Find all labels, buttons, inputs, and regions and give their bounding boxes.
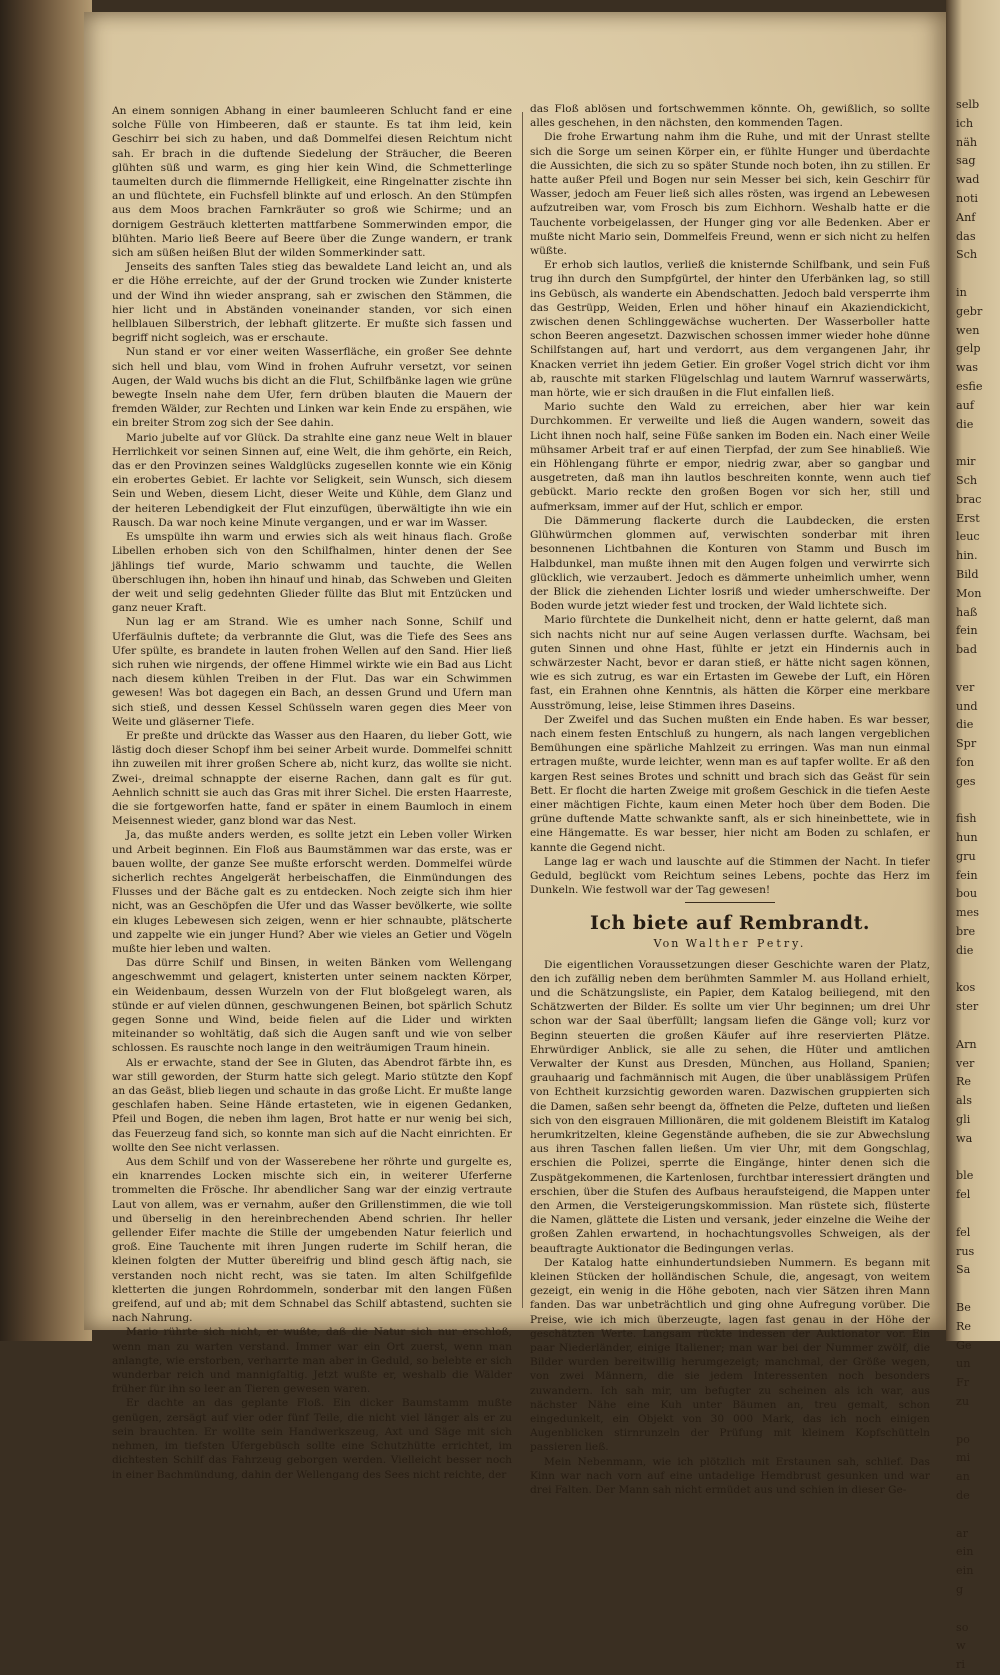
article-paragraph: Die eigentlichen Voraussetzungen dieser Geschichte waren der Platz, den ich zufällig neben dem berühmten Sammler M. aus Holland erhielt, und die Schätzungsliste, ein Papier, dem Katalog beiliegend, mit den Schätzwerten der Bilder. Es sollte um vier Uhr beginnen; um drei Uhr schon war der Saal überfüllt; langsam liefen die Gänge voll; kurz vor Beginn steuerten die großen Käufer auf ihre reservierten Plätze. Ehrwürdiger Anblick, sie alle zu sehen, die Hüter und amtlichen Verwalter der Kunst aus Dresden, München, aus Holland, Spanien; grauhaarig und fachmännisch mit Augen, die über unablässigem Prüfen von Echtheit kurzsichtig geworden waren. Dazwischen gruppierten sich die Damen, saßen sehr beengt da, öffneten die Pelze, dufteten und ließen sich von den eisgrauen Millionären, die mit goldenem Bleistift im Katalog herumkritzelten, kleine Gegenstände aufheben, die sie zur Abwechslung aus ihren Taschen fallen ließen. Um vier Uhr, mit dem Gongschlag, erschien die Polizei, sperrte die Eingänge, hinter denen sich die Zuspätgekommenen, die Kartenlosen, furchtbar interessiert drängten und erschien, über die Stufen des Aufbaus heraufsteigend, die Mappen unter den Armen, die Versteigerungskommission. Man rüstete sich, flüsterte die Namen, glättete die Listen und versank, jeder einzelne die Weihe der großen Zahlen erwartend, in hochachtungsvolles Schweigen, als der beauftragte Auktionator die Bedingungen verlas.: [530, 958, 930, 1255]
story-paragraph: Mario fürchtete die Dunkelheit nicht, denn er hatte gelernt, daß man sich nachts nicht nur auf seine Augen verlassen durfte. Wachsam, bei guten Sinnen und ohne Hast, fühlte er jetzt ein Hindernis auch in schwärzester Nacht, bevor er daran stieß, er hätte nicht sagen können, wie es sich zutrug, es war ein Ertasten im Gewebe der Luft, ein Hören fast, ein Erahnen ohne Kenntnis, als hätten die Körper eine merkbare Ausströmung, leise, leise Stimmen ihres Daseins.: [530, 614, 930, 712]
byline: [530, 937, 930, 951]
byline-prefix: Von: [653, 937, 681, 951]
story-paragraph: Es umspülte ihn warm und erwies sich als weit hinaus flach. Große Libellen erhoben sich von den Schilfhalmen, hinter denen der See jählings tief wurde, Mario schwamm und tauchte, die Wellen überschlugen ihn, hoben ihn hinauf und hinab, das Schweben und Gleiten der weit und selig gedehnten Glieder füllte das Blut mit Entzücken und ganz neuer Kraft.: [112, 531, 512, 615]
story-paragraph: Er dachte an das geplante Floß. Ein dicker Baumstamm mußte genügen, zersägt auf vier oder fünf Teile, die nicht viel länger als er zu sein brauchten. Er wollte sein Handwerkszeug, Axt und Säge mit sich nehmen, im tiefsten Ufergebüsch sollte eine Schutzhütte errichtet, im dichtesten Schilf das Fahrzeug geborgen werden. Vielleicht besser noch in einer Bachmündung, dahin der Wellengang des Sees nicht reichte, der: [112, 1397, 512, 1481]
story-paragraph: Mario jubelte auf vor Glück. Da strahlte eine ganz neue Welt in blauer Herrlichkeit vor seinen Sinnen auf, eine Welt, die ihm gehörte, ein Reich, das er den Provinzen seines Waldglücks zugesellen konnte wie ein König ein erobertes Gebiet. Er lachte vor Seligkeit, sein Wunsch, sich diesem Sein und Weben, diesem Licht, dieser Weite und Kühle, dem Glanz und der heiteren Lebendigkeit der Flut einzufügen, überwältigte ihn wie ein Rausch. Da war noch keine Minute vergangen, und er war im Wasser.: [112, 431, 512, 529]
article-paragraph: Der Katalog hatte einhundertundsieben Nummern. Es begann mit kleinen Stücken der holländischen Schule, die, angesagt, von weitem gezeigt, ein wenig in die Höhe geboten, nach vier Sätzen ihren Mann fanden. Das war unbeträchtlich und ging ohne Aufregung vorüber. Die Preise, wie ich mich überzeugte, lagen fast genau in der Höhe der geschätzten Werte. Langsam rückte indessen der Auktionator vor. Ein paar Niederländer, einige Italiener; man war bei der Nummer zwölf, die Bilder wurden bereitwillig herumgezeigt; manchmal, der Größe wegen, von zwei Männern, die sie jedem Interessenten noch besonders zuwandern. Ich sah mir, um befugter zu scheinen als ich war, aus nächster Nähe eine Kuh unter Bäumen an, treu gemalt, schon eingedunkelt, ein Objekt von 30 000 Mark, das ich noch einigen Augenblicken stirnrunzeln der Prüfung mit kleinem Kopfschütteln passieren ließ.: [530, 1256, 930, 1454]
story-paragraph: das Floß ablösen und fortschwemmen könnte. Oh, gewißlich, so sollte alles geschehen, in den nächsten, den kommenden Tagen.: [530, 103, 930, 130]
story-paragraph: Jenseits des sanften Tales stieg das bewaldete Land leicht an, und als er die Höhe erreichte, auf der der Grund trocken wie Zunder knisterte und der Wind ihn wieder ansprang, sah er zwischen den Stämmen, die hier licht und in Abständen voneinander standen, vor sich einen hellblauen Silberstrich, der lebhaft glitzerte. Er mußte sich fassen und begriff nicht sogleich, was er erschaute.: [112, 261, 512, 345]
story-paragraph: Aus dem Schilf und von der Wasserebene her röhrte und gurgelte es, ein knarrendes Locken mischte sich ein, in weiterer Uferferne trommelten die Frösche. Ihr abendlicher Sang war der einzig vertraute Laut von allem, was er vernahm, außer den Grillenstimmen, die wie toll und überselig in den hereinbrechenden Abend schrien. Ihr heller gellender Eifer machte die Stille der umgebenden Natur feierlich und groß. Eine Tauchente mit ihren Jungen ruderte im Schilf heran, die kleinen folgten der Mutter übereifrig und blind gesch äftig nach, sie verstanden noch nicht recht, was sie taten. Im alten Schilfgefilde kletterten die jungen Rohrdommeln, sonderbar mit den langen Füßen greifend, auf und ab; mit dem Schnabel das Schilf abtastend, suchten sie nach Nahrung.: [112, 1156, 512, 1325]
facing-page-text: selb ich näh sag wad noti Anf das Sch in gebr wen gelp was esfie auf die mir Sch brac Erst leuc hin. Bild Mon haß fein bad ver und die Spr fon ges fish hun gru fein bou mes bre die kos ster Arn ver Re als gli wa ble fel fel rus Sa Be Re Ge un Fr zu po mi an de ar ein ein g so w ri: [956, 98, 983, 1672]
story-paragraph: Die frohe Erwartung nahm ihm die Ruhe, und mit der Unrast stellte sich die Sorge um seinen Körper ein, er fühlte Hunger und überdachte die Aussichten, die sich zu so später Stunde noch boten, ihn zu stillen. Er hatte außer Pfeil und Bogen nur sein Messer bei sich, kein Geschirr für Wasser, jedoch am Feuer ließ sich alles rösten, was irgend an Lebewesen aufzutreiben war, vom Frosch bis zum Eichhorn. Weshalb hatte er die Tauchente vorbeigelassen, der Hunger ging vor alle Bedenken. Aber er mußte nicht Mario sein, Dommelfeis Freund, wenn er sich nicht zu helfen wüßte.: [530, 131, 930, 258]
story-paragraph: Der Zweifel und das Suchen mußten ein Ende haben. Es war besser, nach einem festen Entschluß zu hungern, als nach langen vergeblichen Bemühungen eine spärliche Mahlzeit zu erringen. Was man nun einmal ertragen mußte, wurde leichter, wenn man es auf tapfer wollte. Er aß den kargen Rest seines Brotes und schnitt und brach sich das Geäst für sein Bett. Er flocht die harten Zweige mit großem Geschick in die tiefen Aeste einer mächtigen Fichte, kaum einen Meter hoch über dem Boden. Die grüne duftende Matte schwankte sanft, als er sich hineinbettete, wie in eine Hängematte. Es war besser, hier nicht am Boden zu schlafen, er kannte die Gegend nicht.: [530, 713, 930, 854]
newspaper-page: [84, 12, 946, 1497]
story-paragraph: Die Dämmerung flackerte durch die Laubdecken, die ersten Glühwürmchen glommen auf, verwischten sonderbar mit ihren besonnenen Lichtbahnen die Konturen von Stamm und Busch im Halbdunkel, man mußte ihnen mit den Augen folgen und verwirrte sich glücklich, wie verzaubert. Jedoch es dämmerte unheimlich umher, wenn der Blick die ziehenden Lichter losriß und wieder umherschweifte. Der Boden wurde jetzt wieder fest und trocken, der Wald lichtete sich.: [530, 514, 930, 613]
story-paragraph: Lange lag er wach und lauschte auf die Stimmen der Nacht. In tiefer Geduld, beglückt vom Reichtum seines Lebens, pochte das Herz im Dunkeln. Wie festwoll war der Tag gewesen!: [530, 855, 930, 897]
book-spine-shadow: [0, 0, 92, 1341]
story-paragraph: Nun lag er am Strand. Wie es umher nach Sonne, Schilf und Uferfäulnis duftete; da verbrannte die Glut, was die Tiefe des Sees ans Ufer spülte, es brandete in lauten frohen Wellen auf den Sand. Hier ließ sich ruhen wie nirgends, der offene Himmel wirkte wie ein Bad aus Licht nach diesem kühlen Treiben in der Flut. Das war ein Schwimmen gewesen! Was bot dagegen ein Bach, an dessen Grund und Ufern man sich stieß, und dessen Kessel Schüsseln waren gegen dies Meer von Weite und gläserner Tiefe.: [112, 616, 512, 728]
story-paragraph: Mario suchte den Wald zu erreichen, aber hier war kein Durchkommen. Er verweilte und ließ die Augen wandern, soweit das Licht ihnen noch half, seine Füße sanken im Boden ein. Nach einer Weile mühsamer Arbeit traf er auf einen Tierpfad, der zum See hinabließ. Wie ein Höhlengang führte er empor, niedrig zwar, aber so gangbar und ausgetreten, daß man ihn lautlos beschreiten konnte, wenn auch tief gebückt. Mario reckte den großen Bogen vor sich her, still und aufmerksam, immer auf der Hut, schlich er empor.: [530, 401, 930, 513]
section-rule: [685, 902, 775, 903]
article-title: Ich biete auf Rembrandt.: [590, 912, 870, 935]
story-paragraph: Als er erwachte, stand der See in Gluten, das Abendrot färbte ihn, es war still geworden, der Sturm hatte sich gelegt. Mario stützte den Kopf an das Geäst, blieb liegen und schaute in das große Licht. Er mußte lange geschlafen haben. Seine Hände ertasteten, wie in eigenen Gedanken, Pfeil und Bogen, die neben ihm lagen, Brot hatte er nur wenig bei sich, das Feuerzeug fand sich, so konnte man sich auf die Nacht einrichten. Er wollte den See nicht verlassen.: [112, 1056, 512, 1154]
facing-page-edge: [946, 0, 1000, 1672]
story-paragraph: An einem sonnigen Abhang in einer baumleeren Schlucht fand er eine solche Fülle von Himbeeren, daß er staunte. Es tat ihm leid, kein Geschirr bei sich zu haben, und daß Dommelfei diesen Reichtum nicht sah. Er brach in die duftende Siedelung der Sträucher, die Beeren glühten süß und warm, es ging hier kein Wind, die Schmetterlinge taumelten durch die flimmernde Helligkeit, eine Ringelnatter zischte ihn an und flüchtete, ein Fuchsfell blinkte auf und erlosch. An den Stümpfen aus dem Moos brachen Farnkräuter so groß wie Schirme; und an dornigem Gesträuch kletterten mattfarbene Sommerwinden empor, die blühten. Mario ließ Beere auf Beere über die Zunge wandern, er trank sich am süßen heißen Blut der wilden Sommerkinder satt.: [112, 105, 512, 260]
story-paragraph: Ja, das mußte anders werden, es sollte jetzt ein Leben voller Wirken und Arbeit beginnen. Ein Floß aus Baumstämmen war das erste, was er bauen wollte, der ganze See mußte erforscht werden. Dommelfei würde sicherlich rechtes Angelgerät herbeischaffen, die Einmündungen des Flusses und der Bäche galt es zu entdecken. Noch zeigte sich ihm hier nicht, was an Geschöpfen die Ufer und das Wasser bevölkerte, wie sollte ein kluges Lebewesen sich zeigen, wenn er hier schnaubte, plätscherte und zappelte wie ein junger Hund? Aber wie vieles an Getier und Vögeln mußte hier leben und walten.: [112, 829, 512, 955]
author-name: Walther Petry.: [685, 937, 807, 951]
column-divider: [522, 112, 523, 1308]
article-paragraph: Mein Nebenmann, wie ich plötzlich mit Erstaunen sah, schlief. Das Kinn war nach vorn auf eine untadelige Hemdbrust gesunken und war drei Falten. Der Mann sah nicht ermüdet aus und schien in dieser Ge-: [530, 1455, 930, 1497]
story-column-right: [530, 102, 930, 1497]
story-paragraph: Nun stand er vor einer weiten Wasserfläche, ein großer See dehnte sich hell und blau, vom Wind in frohen Aufruhr versetzt, vor seinen Augen, der Wald wuchs bis dicht an die Flut, Schilfbänke lagen wie grüne bewegte Inseln nahe dem Ufer, fern drüben blauten die Mauern der fremden Wälder, zur Rechten und Linken war kein Ende zu erspähen, wie ein breiter Strom zog sich der See dahin.: [112, 346, 512, 430]
story-paragraph: Er preßte und drückte das Wasser aus den Haaren, du lieber Gott, wie lästig doch dieser Schopf ihm bei seiner Arbeit wurde. Dommelfei schnitt ihn zuweilen mit ihrer großen Schere ab, nicht kurz, das wollte sie nicht. Zwei-, dreimal schnappte der eiserne Rachen, dann galt es für gut. Aehnlich schnitt sie auch das Gras mit ihrer Sichel. Die ersten Haarreste, die sie fortgeworfen hatte, fand er später in einem Baumloch in einem Meisennest wieder, ganz blond war das Nest.: [112, 729, 512, 828]
story-paragraph: Mario rührte sich nicht, er wußte, daß die Natur sich nur erschloß, wenn man zu warten verstand. Immer war ein Ort zuerst, wenn man anlangte, wie erstorben, verharrte man aber in Geduld, so belebte er sich wunderbar reich und mannigfaltig. Jetzt wußte er, weshalb die Wälder früher für ihn so leer an Tieren gewesen waren.: [112, 1326, 512, 1396]
story-paragraph: Er erhob sich lautlos, verließ die knisternde Schilfbank, und sein Fuß trug ihn durch den Sumpfgürtel, der hinter den Uferbänken lag, so still ins Gebüsch, als wanderte ein Abendschatten. Jedoch bald versperrte ihm das Gestrüpp, Weiden, Erlen und höher hinauf ein Akaziendickicht, zwischen denen Schlinggewächse wucherten. Der Wasserboller hatte schon Beeren angesetzt. Dazwischen schossen immer wieder hohe dünne Schilfstangen auf, hart und verdorrt, aus dem vergangenen Jahr, ihr Knacken verriet ihn jedem Getier. Ein großer Vogel strich dicht vor ihm ab, rauschte mit starken Flügelschlag und lautem Warnruf wasserwärts, man hörte, wie er sich draußen in die Flut einfallen ließ.: [530, 259, 930, 400]
story-paragraph: Das dürre Schilf und Binsen, in weiten Bänken vom Wellengang angeschwemmt und gelagert, knisterten unter seinem nackten Körper, ein Weidenbaum, dessen Wurzeln von der Flut bloßgelegt waren, als stünde er auf vielen dünnen, geschwungenen Beinen, bot spärlich Schutz gegen Sonne und Wind, beide fielen auf die Lider und wirkten miteinander so wohltätig, daß sich die Augen sanft und wie von selber schlossen. Es rauschte noch lange in den weiträumigen Traum hinein.: [112, 957, 512, 1055]
story-column-left: [112, 104, 512, 1482]
